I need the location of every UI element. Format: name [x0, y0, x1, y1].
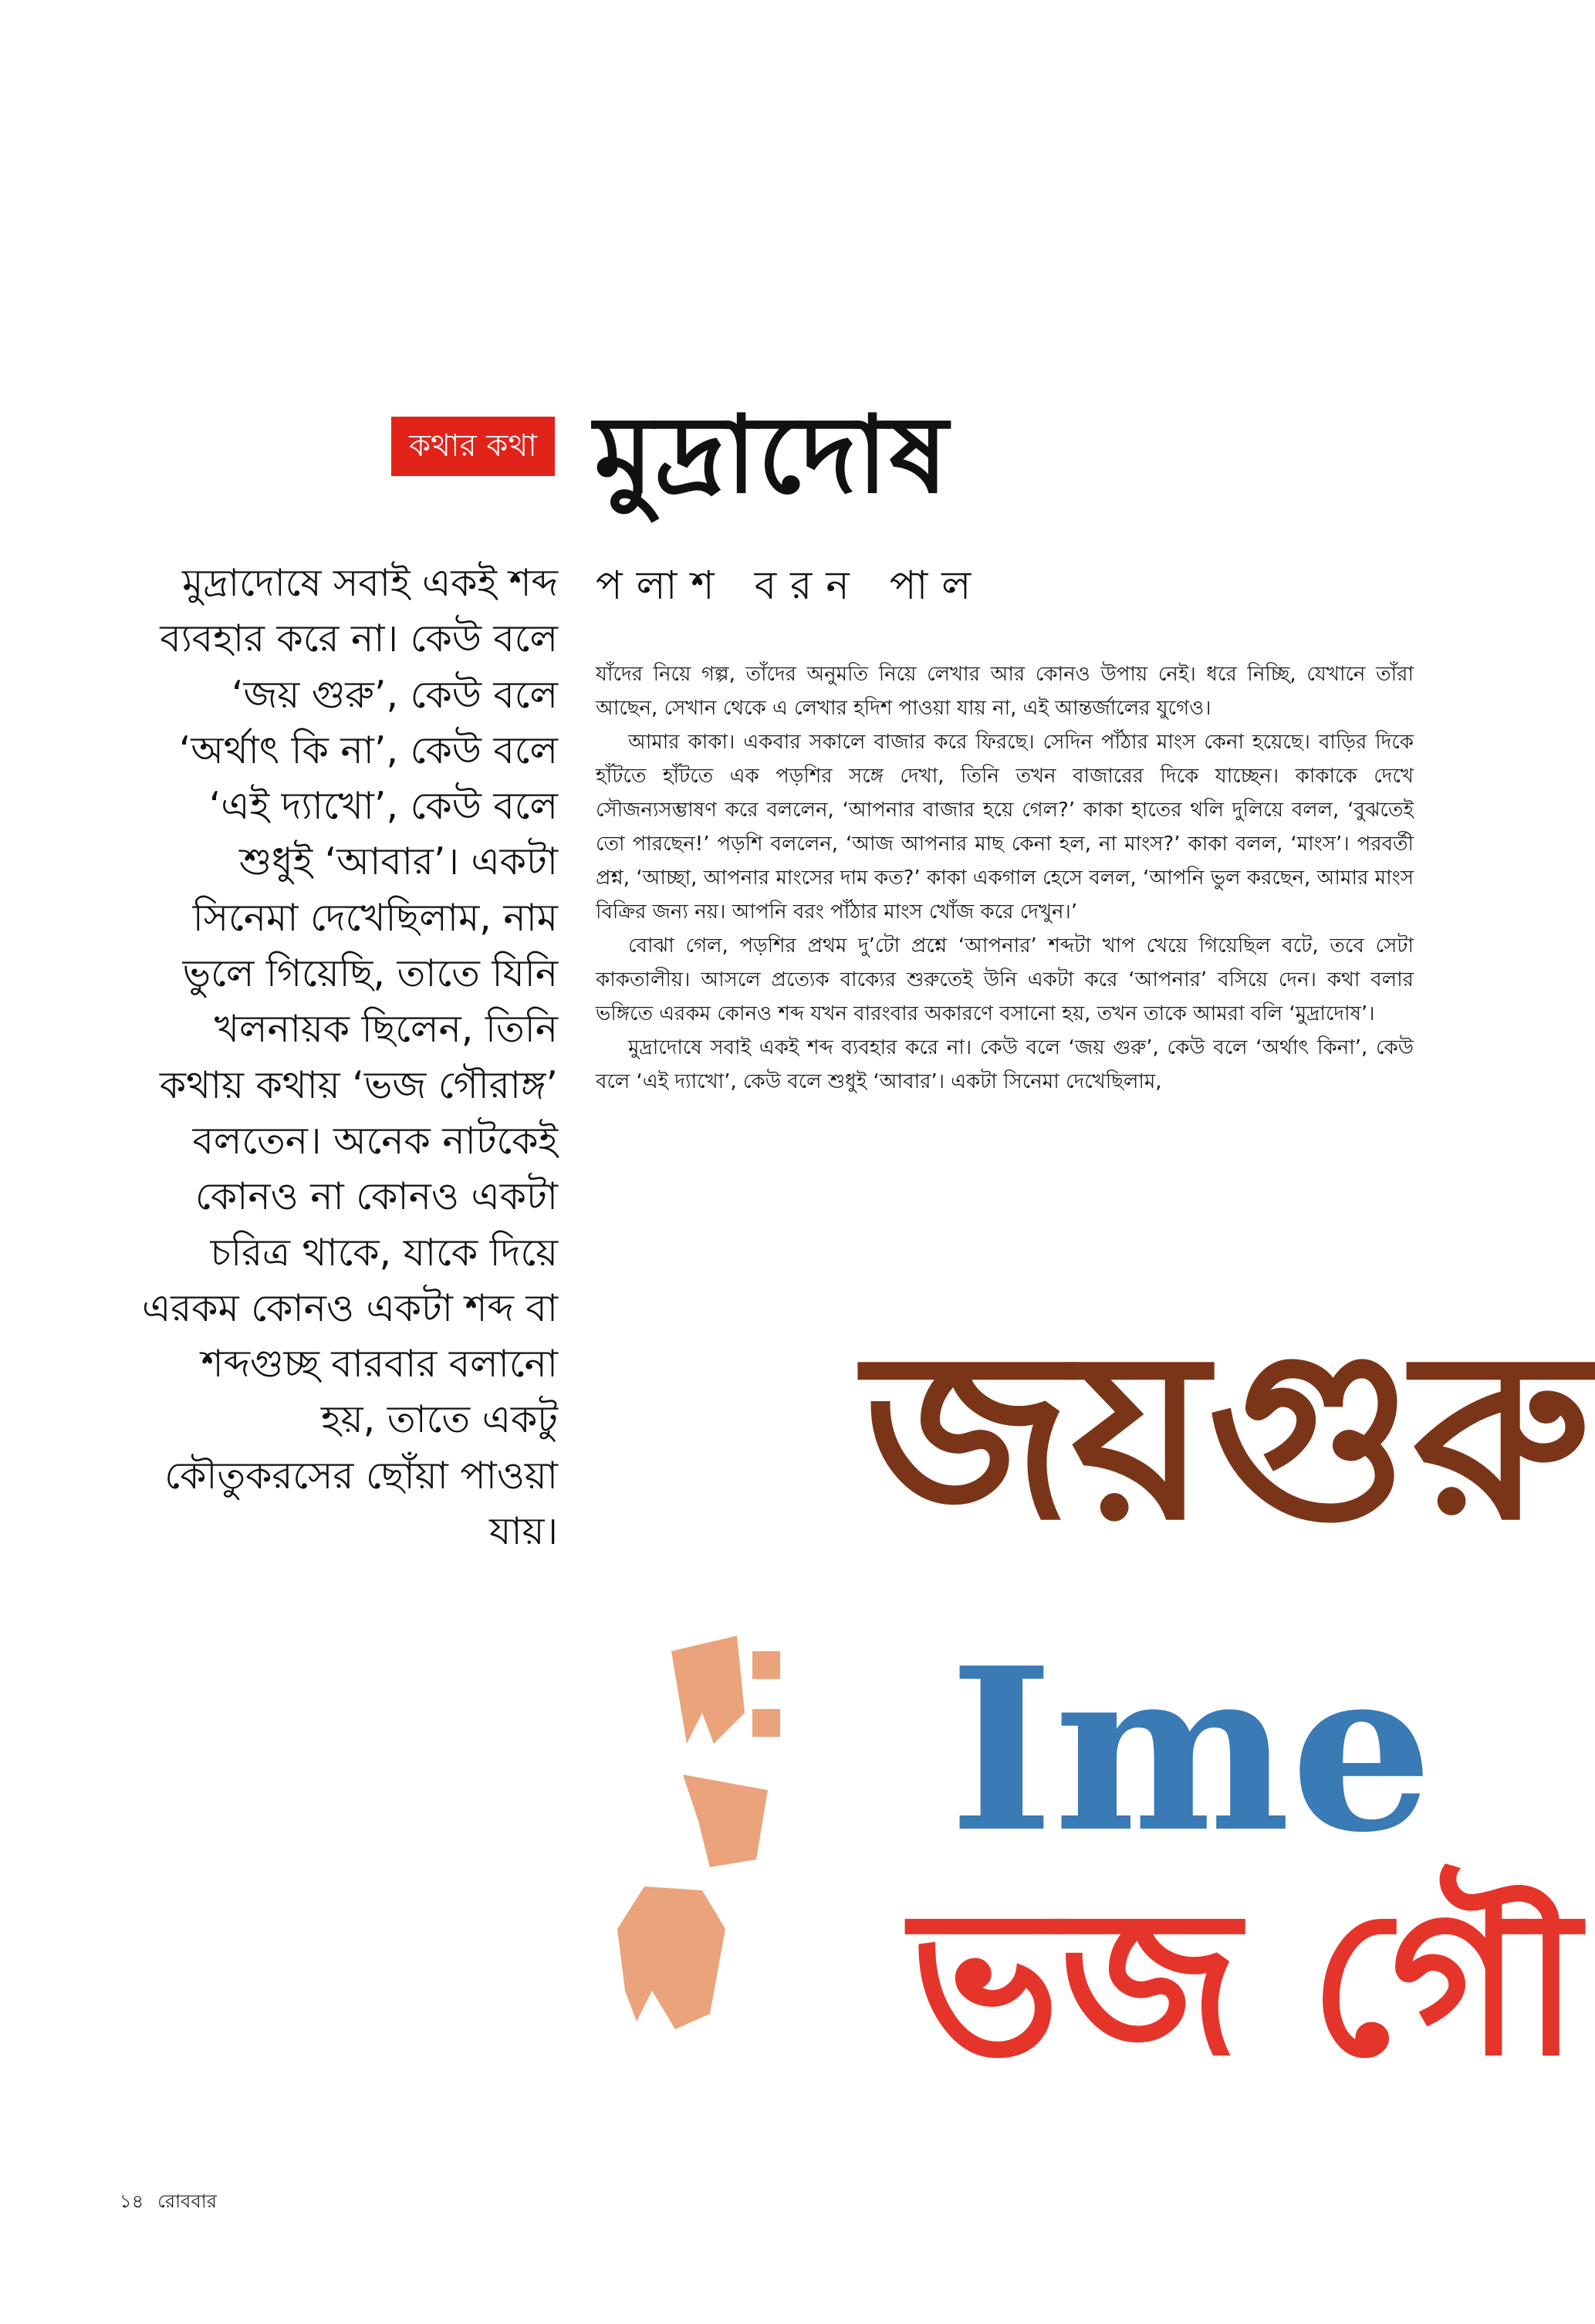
pull-quote	[139, 556, 558, 1559]
body-paragraph: যাঁদের নিয়ে গল্প, তাঁদের অনুমতি নিয়ে লেখার আর কোনও উপায় নেই। ধরে নিচ্ছি, যেখানে তাঁরা আছেন, সেখান থেকে এ লেখার হদিশ পাওয়া যায় না, এই আন্তর্জালের যুগেও।	[596, 663, 1414, 720]
illustration-line-blue: Ime	[949, 1620, 1434, 1882]
typographic-illustration	[586, 1250, 1595, 2160]
page-number: ১৪	[120, 2191, 144, 2212]
body-paragraph: মুদ্রাদোষে সবাই একই শব্দ ব্যবহার করে না। কেউ বলে ‘জয় গুরু’, কেউ বলে ‘অর্থাৎ কিনা’, কেউ বলে ‘এই দ্যাখো’, কেউ বলে শুধুই ‘আবার’। একটা সিনেমা দেখেছিলাম,	[596, 1036, 1414, 1093]
peach-glyph-shape	[617, 1636, 780, 2029]
article-kicker: কথার কথা	[391, 417, 555, 476]
illustration-line-brown: জয়গুরু	[864, 1302, 1591, 1571]
illustration-svg	[586, 1250, 1595, 2160]
page-footer	[120, 2186, 217, 2217]
publication-name: রোববার	[157, 2191, 217, 2212]
article-body	[596, 657, 1414, 1099]
body-paragraph: আমার কাকা। একবার সকালে বাজার করে ফিরছে। সেদিন পাঁঠার মাংস কেনা হয়েছে। বাড়ির দিকে হাঁটতে হাঁটতে এক পড়শির সঙ্গে দেখা, তিনি তখন বাজারের দিকে যাচ্ছেন। কাকাকে দেখে সৌজন্যসম্ভাষণ করে বললেন, ‘আপনার বাজার হয়ে গেল?’ কাকা হাতের থলি দুলিয়ে বলল, ‘বুঝতেই তো পারছেন!’ পড়শি বললেন, ‘আজ আপনার মাছ কেনা হল, না মাংস?’ কাকা বলল, ‘মাংস’। পরবর্তী প্রশ্ন, ‘আচ্ছা, আপনার মাংসের দাম কত?’ কাকা একগাল হেসে বলল, ‘আপনি ভুল করছেন, আমার মাংস বিক্রির জন্য নয়। আপনি বরং পাঁঠার মাংস খোঁজ করে দেখুন।’	[596, 731, 1414, 924]
illustration-line-red: ভজ গৌ	[911, 1867, 1580, 2100]
article-title: মুদ্রাদোষ	[594, 393, 950, 517]
byline: পলাশ বরন পাল	[596, 563, 985, 609]
body-paragraph: বোঝা গেল, পড়শির প্রথম দু’টো প্রশ্নে ‘আপনার’ শব্দটা খাপ খেয়ে গিয়েছিল বটে, তবে সেটা কাকতালীয়। আসলে প্রত্যেক বাক্যের শুরুতেই উনি একটা করে ‘আপনার’ বসিয়ে দেন। কথা বলার ভঙ্গিতে এরকম কোনও শব্দ যখন বারংবার অকারণে বসানো হয়, তখন তাকে আমরা বলি ‘মুদ্রাদোষ’।	[596, 934, 1414, 1025]
pull-quote-text: মুদ্রাদোষে সবাই একই শব্দ ব্যবহার করে না। কেউ বলে ‘জয় গুরু’, কেউ বলে ‘অর্থাৎ কি না’, কেউ বলে ‘এই দ্যাখো’, কেউ বলে শুধুই ‘আবার’। একটা সিনেমা দেখেছিলাম, নাম ভুলে গিয়েছি, তাতে যিনি খলনায়ক ছিলেন, তিনি কথায় কথায় ‘ভজ গৌরাঙ্গ’ বলতেন। অনেক নাটকেই কোনও না কোনও একটা চরিত্র থাকে, যাকে দিয়ে এরকম কোনও একটা শব্দ বা শব্দগুচ্ছ বারবার বলানো হয়, তাতে একটু কৌতুকরসের ছোঁয়া পাওয়া যায়।	[141, 561, 558, 1554]
